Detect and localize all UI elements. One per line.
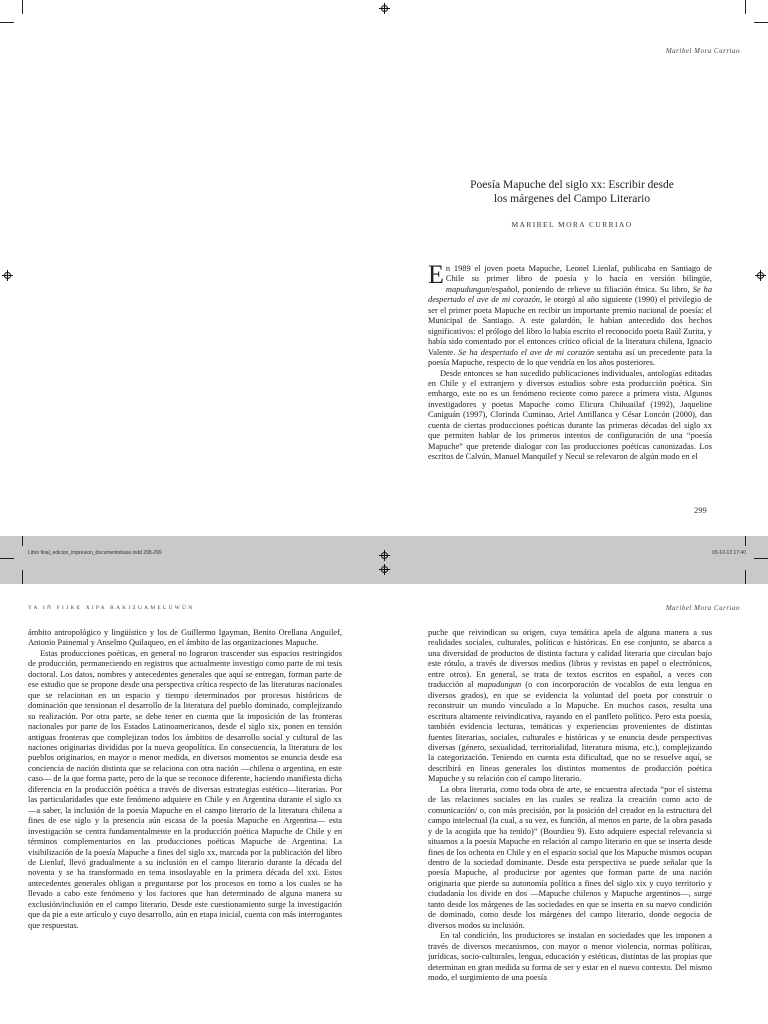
crop-mark: [22, 570, 23, 584]
paragraph: Estas producciones poéticas, en general no lograron trascender sus espacios restringidos de producción, permaneciendo en registros que actualmente investigo como parte de mi tesis doctoral. Los datos, nombres y antecedentes generales que aquí se entregan, forman parte de ese estudio que se propone desde una perspectiva crítica respecto de las literaturas nacionales que se relacionan en un espacio y tiempo determinados por procesos históricos de dominación que tensionan el desarrollo de la literatura del pueblo dominado, complejizando su realización. Por otra parte, se debe tener en cuenta que la imposición de las fronteras nacionales por parte de los Estados Latinoamericanos, desde el siglo xix, ponen en tensión antiguas fronteras que complejizan todos los ámbitos de desarrollo social y cultural de las naciones originarias divididas por la nueva geopolítica. En consecuencia, la literatura de los pueblos originarios, en mayor o menor medida, en diversos momentos se enuncia desde esa conciencia de nación distinta que se relaciona con otra nación —chilena o argentina, en este caso— de la que forma parte, pero de la que se reconoce diferente, haciendo manifiesta dicha diferencia en la producción poética a través de diversas estrategias estético—literarias. Por las particularidades que este fenómeno adquiere en Chile y en Argentina durante el siglo xx —a saber, la inclusión de la poesía Mapuche en el campo literario de la literatura chilena a fines de ese siglo y la presencia aún escasa de la poesía Mapuche en Argentina— esta investigación se centra fundamentalmente en la producción poética Mapuche de Chile y en términos complementarios en las producciones poéticas Mapuche de Argentina. La visibilización de la poesía Mapuche a fines del siglo xx, marcada por la publicación del libro de Lienlaf, llevó gradualmente a su inclusión en el campo literario durante la década del noventa y se ha transformado en tema insoslayable en la primera década del xxi. Estos antecedentes generales obligan a preguntarse por los procesos en torno a los cuales se ha llevado a cabo este fenómeno y los factores que han determinado de alguna manera su exclusión/inclusión en el campo literario. Desde este cuestionamiento surge la investigación que da pie a este artículo y cuyo desarrollo, aún en etapa inicial, cuenta con más interrogantes que respuestas.: [28, 648, 342, 930]
top-body-column: [428, 260, 713, 463]
title-line-2: los márgenes del Campo Literario: [493, 193, 651, 205]
crop-mark: [754, 558, 768, 559]
registration-mark-icon: [379, 3, 390, 14]
bottom-right-column: [428, 628, 712, 983]
crop-mark: [754, 22, 768, 23]
registration-mark-icon: [379, 550, 390, 561]
running-head-right: Maribel Mora Curriao: [665, 604, 740, 612]
crop-mark: [745, 570, 746, 584]
article-author: MARIBEL MORA CURRIAO: [511, 220, 633, 229]
crop-mark: [0, 22, 14, 23]
paragraph: La obra literaria, como toda obra de arte, se encuentra afectada “por el sistema de las relaciones sociales en las cuales se realiza la creación como acto de comunicación/ o, con más precisión, por la posición del creador en la estructura del campo intelectual (la cual, a su vez, es función, al menos en parte, de la obra pasada y de la acogida que ha tenido)” (Bourdieu 9). Esto adquiere especial relevancia si situamos a la poesía Mapuche en relación al campo literario en que se inserta desde fines de los ochenta en Chile y en el espacio social que los Mapuche mismos ocupan dentro de la sociedad dominante. Desde esta perspectiva se puede señalar que la poesía Mapuche, al producirse por agentes que forman parte de una nación originaria que pierde su autonomía política a fines del siglo xix y cuyo territorio y ciudadanía los divide en dos —Mapuche chilenos y Mapuche argentinos—, surge tanto desde los márgenes de las sociedades en que se inserta en su nuevo condición de dominado, como desde los márgenes del campo literario, donde negocia de diversos modos su inclusión.: [428, 784, 712, 930]
paragraph: En tal condición, los productores se instalan en sociedades que les imponen a través de diversos mecanismos, con mayor o menor violencia, normas políticas, jurídicas, socio-culturales, lengua, educación y estéticas, distintas de las propias que determinan en gran medida su forma de ser y estar en el nuevo contexto. Del mismo modo, el surgimiento de una poesía: [428, 931, 712, 982]
crop-mark: [22, 0, 23, 14]
registration-mark-icon: [379, 564, 390, 575]
slug-timestamp: 03-10-13 17:40: [712, 550, 746, 556]
registration-mark-icon: [755, 270, 766, 281]
running-head-left: YA IÑ FIJKE XIPA RAKIZUAMELUWÜN: [28, 605, 195, 611]
article-title: [425, 178, 719, 206]
spread-gap: [0, 536, 768, 584]
crop-mark: [745, 536, 746, 546]
crop-mark: [745, 0, 746, 14]
paragraph-2: Desde entonces se han sucedido publicaciones individuales, antologías editadas en Chile y el extranjero y diversos estudios sobre esta producción poética. Sin embargo, este no es un fenómeno reciente como parece a primera vista. Algunos investigadores y poetas Mapuche como Elicura Chihuailaf (1992), Jaqueline Caniguán (1997), Clorinda Cuminao, Ariel Antillanca y César Loncón (2000), dan cuenta de ciertas producciones poéticas durante las primeras décadas del siglo xx que permiten hablar de los primeros intentos de configuración de una “poesía Mapuche” que pretende dialogar con las producciones poéticas canonizadas. Los escritos de Calvún, Manuel Manquilef y Necul se relevaron de algún modo en el: [428, 368, 712, 462]
crop-mark: [22, 536, 23, 546]
registration-mark-icon: [2, 270, 13, 281]
drop-cap: E: [428, 260, 444, 289]
page-number: 299: [694, 505, 707, 515]
bottom-left-column: [28, 628, 342, 931]
paragraph: ámbito antropológico y lingüístico y los de Guillermo Igayman, Benito Orellana Anguilef, Antonio Painemal y Anselmo Quilaqueo, en el ámbito de las organizaciones Mapuche.: [28, 628, 342, 648]
bottom-page: [0, 584, 768, 1024]
title-line-1: Poesía Mapuche del siglo xx: Escribir desde: [470, 179, 674, 191]
paragraph: puche que reivindican su origen, cuya temática apela de alguna manera a sus realidades sociales, culturales, políticas e históricas. En ese conjunto, se abarca a una diversidad de productos de distinta factura y calidad literaria que circulan bajo este rótulo, a través de diversos medios (libros y revistas en papel o electrónicos, entre otros). En general, se trata de textos escritos en español, a veces con traducción al mapudungun (o con incorporación de vocablos de esta lengua en diversos grados), en que se evidencia la voluntad del poeta por construir o reconstruir un mundo vinculado a lo Mapuche. En muchos casos, resulta una escritura altamente reivindicativa, rayando en el panfleto político. Pero esta poesía, también evidencia lecturas, temáticas y experiencias provenientes de distintas fuentes literarias, sociales, culturales e históricas y se enuncia desde perspectivas diversas (género, sexualidad, territorialidad, literatura misma, etc.), complejizando la categorización. Teniendo en cuenta esta dificultad, que no se resuelve aquí, se describirá en líneas generales los distintos momentos de producción poética Mapuche y su relación con el campo literario.: [428, 628, 713, 784]
running-head: Maribel Mora Curriao: [665, 47, 740, 55]
paragraph-1: En 1989 el joven poeta Mapuche, Leonel Lienlaf, publicaba en Santiago de Chile su primer libro de poesía y lo hacía en versión bilingüe, mapudungun/español, poniendo de relieve su filiación étnica. Su libro, Se ha despertado el ave de mi corazón, le otorgó al año siguiente (1990) el privilegio de ser el primer poeta Mapuche en recibir un importante premio nacional de poesía: el Municipal de Santiago. A este galardón, le habían antecedido dos hechos significativos: el prólogo del libro lo había escrito el reconocido poeta Raúl Zurita, y había sido comentado por el entonces crítico oficial de la literatura chilena, Ignacio Valente. Se ha despertado el ave de mi corazón sentaba así un precedente para la poesía Mapuche, respecto de lo que vendría en los años posteriores.: [428, 260, 713, 368]
slug-file-name: Libro final_edicion_impresion_documentobase.indd 298-299: [28, 550, 162, 556]
crop-mark: [0, 558, 14, 559]
